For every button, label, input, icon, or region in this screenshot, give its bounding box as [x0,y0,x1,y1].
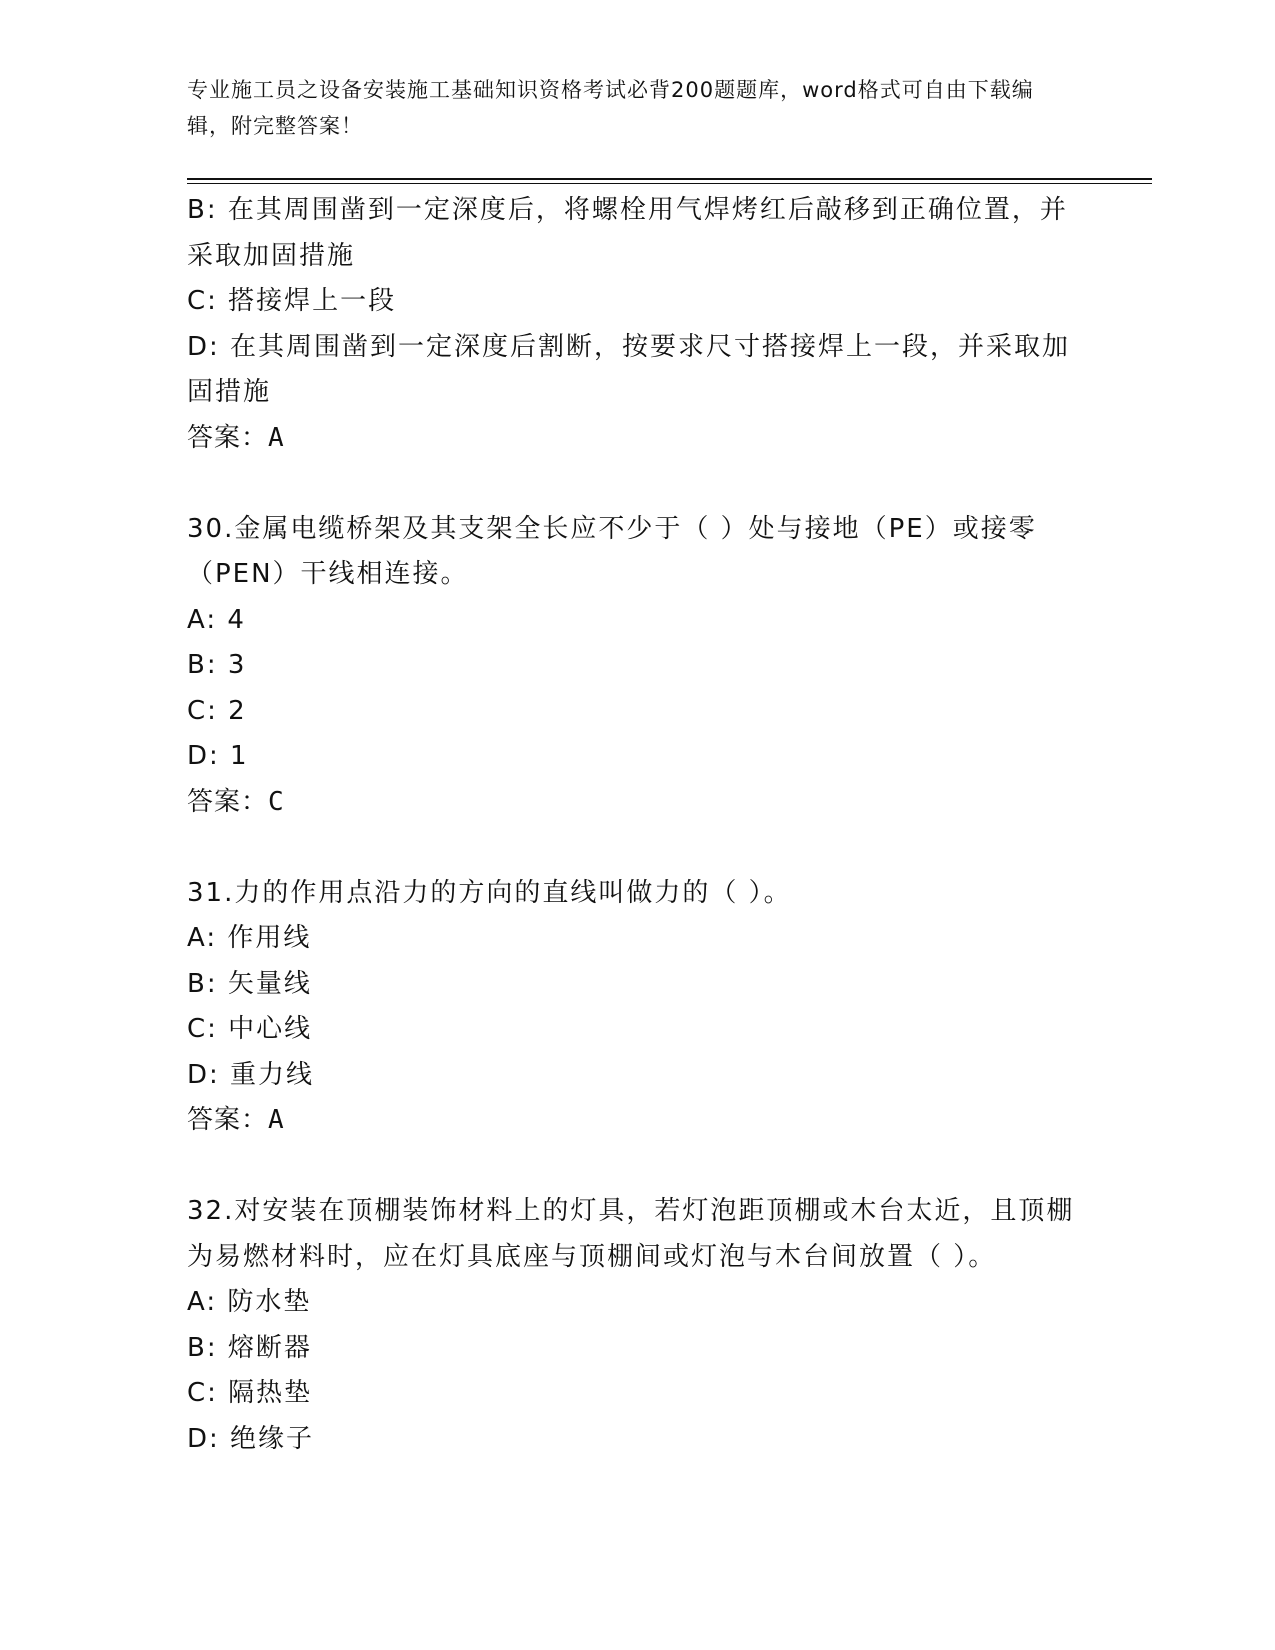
answer-line: 答案：A [187,1105,285,1135]
option-c: C: 中心线 [187,1014,313,1044]
question-31 [187,871,1087,1144]
question-29-continued [187,188,1087,461]
question-30 [187,507,1087,826]
question-stem: 31.力的作用点沿力的方向的直线叫做力的（ ）。 [187,877,792,908]
option-a: A: 作用线 [187,923,312,953]
option-c: C: 搭接焊上一段 [187,286,397,316]
answer-line: 答案：C [187,786,285,817]
option-b: B: 3 [187,650,247,680]
option-d: D: 重力线 [187,1059,315,1090]
question-stem: 30.金属电缆桥架及其支架全长应不少于（ ）处与接地（PE）或接零（PEN）干线相连接。 [187,513,1037,589]
document-header: 专业施工员之设备安装施工基础知识资格考试必背200题题库，word格式可自由下载编辑，附完整答案！ [187,78,1034,138]
option-b: B: 矢量线 [187,968,312,999]
question-stem: 32.对安装在顶棚装饰材料上的灯具，若灯泡距顶棚或木台太近，且顶棚为易燃材料时，应在灯具底座与顶棚间或灯泡与木台间放置（ ）。 [187,1196,1075,1272]
header-rule-thin [187,183,1152,184]
option-c: C: 2 [187,695,247,726]
option-b: B: 在其周围凿到一定深度后，将螺栓用气焊烤红后敲移到正确位置，并采取加固措施 [187,195,1068,271]
option-b: B: 熔断器 [187,1332,312,1363]
option-d: D: 绝缘子 [187,1423,315,1454]
option-a: A: 防水垫 [187,1287,312,1317]
answer-line: 答案：A [187,422,285,453]
option-d: D: 在其周围凿到一定深度后割断，按要求尺寸搭接焊上一段，并采取加固措施 [187,331,1071,407]
header-rule-thick [187,178,1152,180]
option-a: A: 4 [187,604,246,635]
question-32 [187,1189,1087,1462]
question-list [187,188,1087,1462]
option-d: D: 1 [187,741,249,771]
option-c: C: 隔热垫 [187,1378,313,1408]
